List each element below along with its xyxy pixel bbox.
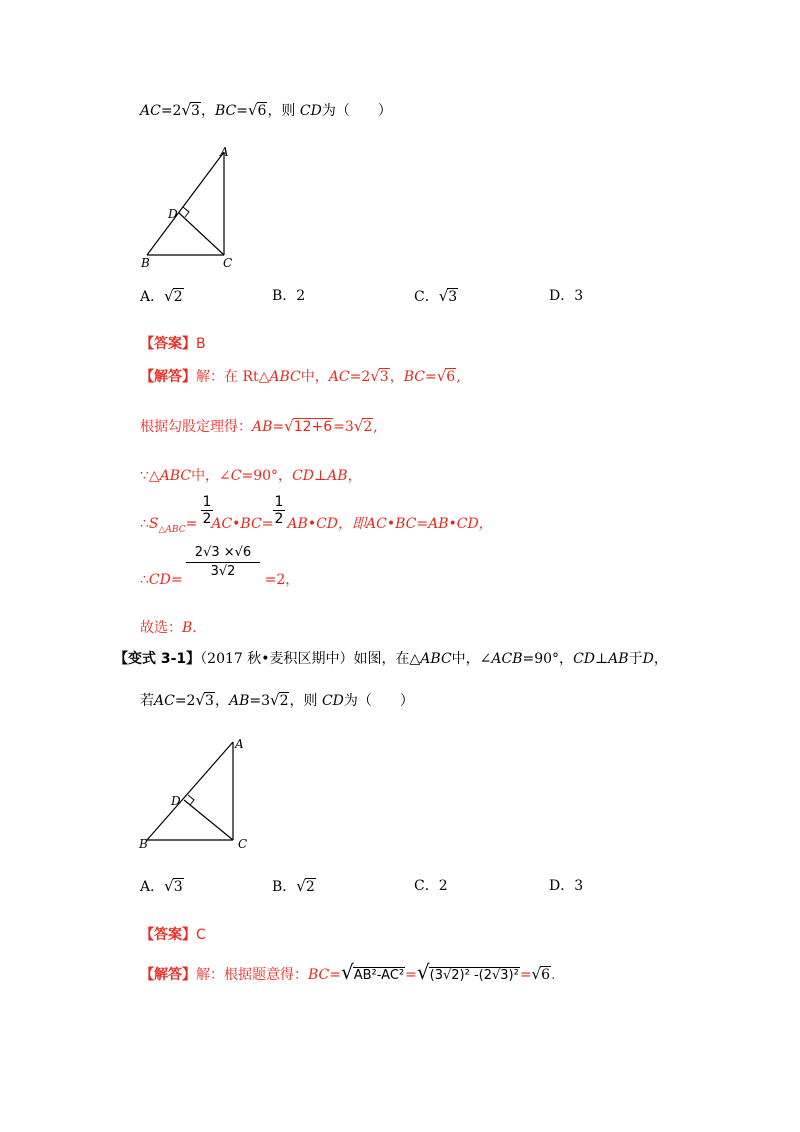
q1-stem: [140, 100, 392, 121]
sqrt: √3: [164, 877, 183, 895]
text: =: [185, 516, 198, 532]
var: CD: [148, 572, 171, 588]
text: ，: [389, 369, 404, 385]
answer-tag: 【答案】: [140, 927, 196, 943]
q2-stem: [140, 690, 414, 711]
var: ACB: [491, 651, 523, 667]
sqrt-arg: 3: [191, 103, 200, 119]
text: ⊥: [314, 468, 328, 484]
sqrt: √2: [270, 691, 289, 709]
text: AC•BC=AB•CD，: [366, 516, 493, 532]
label-b: B: [139, 837, 148, 851]
text: =3: [333, 419, 354, 435]
var: CD: [292, 468, 314, 484]
text: 中，: [300, 369, 329, 385]
text: ，则: [267, 103, 296, 119]
option-c: [414, 286, 458, 307]
text: =: [329, 967, 341, 983]
var: AC: [328, 369, 350, 385]
text: 根据勾股定理得：: [140, 419, 252, 435]
var: ABC: [159, 468, 192, 484]
q2-heading: [114, 649, 668, 669]
option-text: 2: [438, 878, 448, 894]
label-a: A: [235, 737, 244, 751]
text: 解：根据题意得：: [196, 967, 308, 983]
fraction-cd: [186, 544, 260, 581]
sqrt: √AB²-AC²: [341, 960, 405, 984]
text: .: [192, 620, 197, 636]
numerator: 1: [274, 494, 284, 510]
text: ，: [214, 693, 229, 709]
option-text: 3: [574, 288, 584, 304]
denominator: 3√2: [210, 564, 236, 579]
option-b: [272, 876, 316, 897]
text: ⊥: [595, 651, 609, 667]
sqrt-arg: 3: [379, 369, 389, 385]
option-d: [549, 876, 583, 896]
text: =: [519, 967, 532, 983]
text: ∴: [140, 572, 149, 588]
var-ac: AC: [140, 103, 161, 119]
label-b: B: [141, 256, 150, 270]
text: AC•BC=: [211, 516, 274, 532]
label-c: C: [238, 837, 248, 851]
option-letter: D．: [549, 878, 575, 894]
var: AB: [608, 651, 629, 667]
sqrt: √3: [370, 367, 389, 385]
triangle-figure-2: [135, 730, 255, 860]
text: ∴: [140, 516, 149, 532]
text: 故选：: [140, 620, 182, 636]
text: 中，∠: [451, 651, 492, 667]
option-a: [140, 876, 184, 897]
text: ，: [347, 468, 362, 484]
var: AB: [327, 468, 348, 484]
text: =: [405, 967, 417, 983]
option-c: [414, 876, 448, 896]
sqrt: √3: [438, 287, 458, 305]
subscript: △ABC: [158, 524, 186, 535]
label-d: D: [171, 794, 181, 808]
var-cd: CD: [299, 103, 322, 119]
solution-line-3: [140, 466, 362, 486]
sqrt-arg: 2: [305, 879, 315, 895]
solution-tag: 【解答】: [140, 369, 196, 385]
sqrt-arg: 2: [279, 693, 289, 709]
var: AB: [252, 419, 273, 435]
sqrt-arg: 3: [173, 879, 183, 895]
option-text: 3: [574, 878, 584, 894]
var: D: [642, 651, 654, 667]
option-text: 2: [296, 288, 306, 304]
var: CD: [573, 651, 595, 667]
answer-value: C: [196, 927, 206, 943]
solution-tag: 【解答】: [140, 967, 196, 983]
sqrt-arg: 6: [257, 103, 267, 119]
answer-line: [140, 334, 206, 354]
text: 解：在 Rt△: [196, 369, 270, 385]
text: =: [170, 572, 183, 588]
text: =90°，: [241, 468, 293, 484]
option-letter: D．: [549, 288, 575, 304]
text: ，则: [289, 693, 318, 709]
var: S: [148, 516, 159, 532]
text: .: [551, 967, 556, 983]
triangle-figure-1: [135, 140, 245, 275]
var: BC: [403, 369, 425, 385]
sqrt: √2: [164, 287, 183, 305]
text: 为（ ）: [321, 103, 392, 119]
var: BC: [308, 967, 330, 983]
solution-line-6: [140, 618, 197, 638]
var-bc: BC: [214, 103, 237, 119]
variant-tag: 【变式 3-1】: [114, 651, 201, 667]
var: ABC: [420, 651, 452, 667]
text: ，: [200, 103, 215, 119]
sqrt-arg: 6: [541, 967, 551, 983]
label-c: C: [223, 256, 233, 270]
sqrt: √6: [531, 965, 551, 983]
sqrt-arg: 3: [448, 289, 458, 305]
sqrt: √2: [296, 877, 315, 895]
fraction-half-1: [201, 494, 213, 527]
text: ,: [456, 369, 461, 385]
solution-line-4: [140, 514, 493, 540]
option-letter: A．: [140, 289, 165, 305]
text: 中，∠: [191, 468, 231, 484]
sqrt: √12+6: [284, 417, 333, 435]
option-letter: A．: [140, 879, 165, 895]
var: CD: [321, 693, 344, 709]
fraction-half-2: [273, 494, 285, 527]
sqrt: √6: [247, 101, 267, 119]
text: =: [424, 369, 437, 385]
sqrt: √2: [353, 417, 373, 435]
label-a: A: [220, 145, 229, 159]
numerator: 1: [202, 494, 212, 510]
sqrt-arg: 2: [363, 419, 373, 435]
denominator: 2: [274, 511, 284, 527]
option-a: [140, 286, 184, 307]
answer-line: [140, 925, 206, 945]
option-d: [549, 286, 583, 306]
text: 若: [140, 693, 154, 709]
text: AB•CD，即: [287, 516, 367, 532]
sqrt-arg: 3: [205, 693, 214, 709]
sqrt-arg: 2: [173, 289, 183, 305]
text: ，: [653, 651, 668, 667]
sqrt: √6: [436, 367, 456, 385]
sqrt-arg: (3√2)² -(2√3)²: [429, 968, 519, 983]
option-b: [272, 286, 305, 306]
text: =2: [349, 369, 371, 385]
sqrt-arg: 6: [446, 369, 456, 385]
numerator: 2√3 ×√6: [194, 545, 252, 560]
label-d: D: [168, 207, 178, 221]
var: AC: [154, 693, 175, 709]
solution-line-1: [140, 366, 461, 387]
text: ∵△: [140, 468, 160, 484]
answer-tag: 【答案】: [140, 336, 196, 352]
sqrt: √(3√2)² -(2√3)²: [416, 960, 519, 984]
denominator: 2: [202, 511, 212, 527]
text: =2: [174, 693, 196, 709]
var: AB: [228, 693, 250, 709]
sqrt-arg: 12+6: [293, 419, 333, 435]
text: 于: [628, 651, 643, 667]
text: =3: [249, 693, 270, 709]
text: ,: [373, 419, 378, 435]
text: =90°，: [522, 651, 574, 667]
text: =: [272, 419, 285, 435]
solution-line-2: [140, 416, 378, 437]
solution-line: [140, 962, 555, 986]
option-letter: B．: [272, 879, 297, 895]
var: C: [230, 468, 242, 484]
var: ABC: [269, 369, 301, 385]
text: 为（ ）: [343, 693, 414, 709]
option-letter: B．: [272, 288, 297, 304]
text: =2: [160, 103, 182, 119]
option-letter: C．: [414, 878, 439, 894]
var: B: [182, 620, 193, 636]
answer-value: B: [196, 336, 206, 352]
text: =2，: [264, 572, 300, 588]
sqrt-arg: AB²-AC²: [353, 968, 405, 983]
sqrt: √3: [195, 691, 214, 709]
text: =: [236, 103, 248, 119]
sqrt: √3: [181, 101, 200, 119]
text: （2017 秋•麦积区期中）如图，在△: [200, 651, 421, 667]
option-letter: C．: [414, 289, 439, 305]
